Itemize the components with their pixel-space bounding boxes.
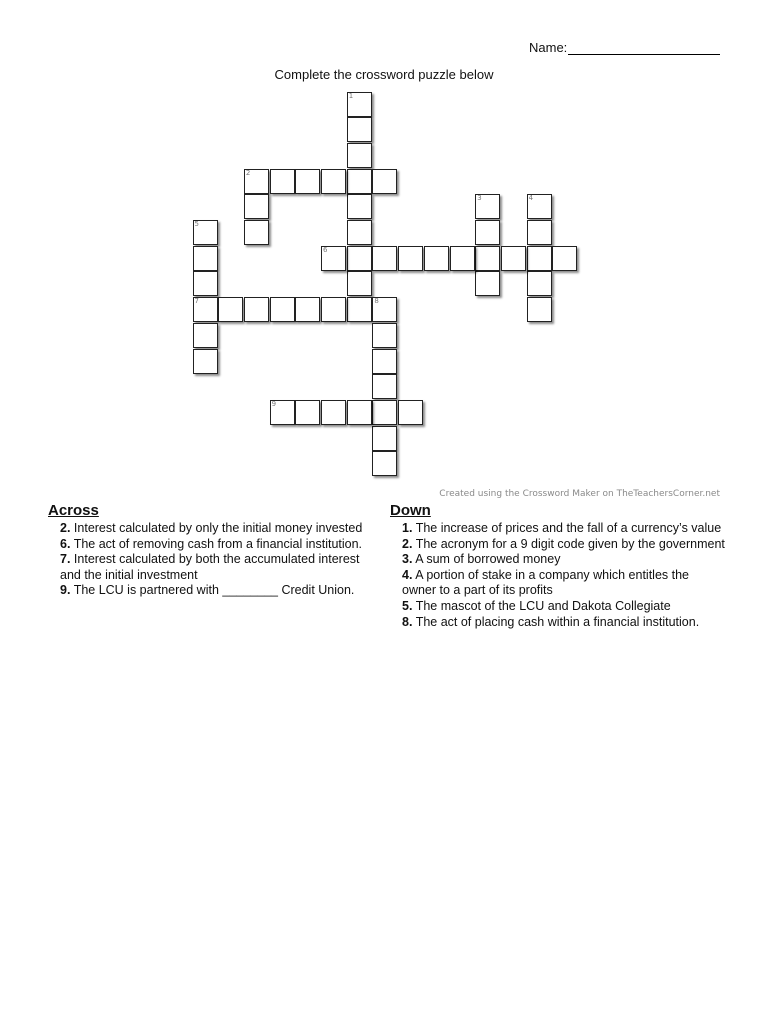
grid-cell[interactable] [244,169,269,194]
crossword-grid [0,0,768,500]
grid-cell[interactable] [244,297,269,322]
grid-cell[interactable] [270,400,295,425]
grid-cell[interactable] [398,400,423,425]
across-clues [48,502,383,599]
grid-cell[interactable] [193,349,218,374]
grid-cell[interactable] [527,246,552,271]
clue-down-8: 8. The act of placing cash within a financial institution. [402,614,700,629]
clue-across-2: 2. Interest calculated by only the initial money invested [60,521,363,535]
down-title: Down [390,502,431,519]
grid-cell[interactable] [372,297,397,322]
grid-cell[interactable] [372,451,397,476]
grid-cell[interactable] [295,400,320,425]
grid-cell[interactable] [244,220,269,245]
grid-cell[interactable] [321,400,346,425]
grid-cell[interactable] [321,169,346,194]
grid-cell[interactable] [295,169,320,194]
grid-cell[interactable] [501,246,526,271]
clue-across-7: 7. Interest calculated by both the accumulated interest and the initial investment [60,552,360,582]
grid-cell[interactable] [347,92,372,117]
grid-cell[interactable] [321,297,346,322]
grid-cell[interactable] [295,297,320,322]
grid-cell[interactable] [347,194,372,219]
clue-down-4: 4. A portion of stake in a company which entitles the owner to a part of its profits [402,567,690,598]
grid-cell[interactable] [218,297,243,322]
grid-cell[interactable] [372,169,397,194]
grid-cell[interactable] [270,297,295,322]
grid-cell[interactable] [193,297,218,322]
clue-down-2: 2. The acronym for a 9 digit code given by the government [402,536,725,551]
grid-cell[interactable] [347,220,372,245]
credit-text: Created using the Crossword Maker on TheTeachersCorner.net [439,489,720,499]
grid-cell[interactable] [450,246,475,271]
cell-number: 6 [323,245,328,254]
grid-cell[interactable] [475,220,500,245]
grid-cell[interactable] [372,323,397,348]
grid-cell[interactable] [321,246,346,271]
grid-cell[interactable] [347,143,372,168]
grid-cell[interactable] [347,246,372,271]
cell-number: 8 [374,297,379,306]
grid-cell[interactable] [347,271,372,296]
grid-cell[interactable] [372,374,397,399]
clue-down-3: 3. A sum of borrowed money [402,552,561,567]
down-clues [390,502,725,630]
grid-cell[interactable] [347,117,372,142]
grid-cell[interactable] [527,220,552,245]
grid-cell[interactable] [270,169,295,194]
grid-cell[interactable] [372,246,397,271]
cell-number: 5 [194,220,199,228]
grid-cell[interactable] [475,271,500,296]
cell-number: 1 [348,91,354,100]
grid-cell[interactable] [372,400,397,425]
grid-cell[interactable] [475,246,500,271]
grid-cell[interactable] [193,323,218,348]
grid-cell[interactable] [193,246,218,271]
clue-down-1: 1. The increase of prices and the fall of a currency’s value [402,521,722,535]
grid-cell[interactable] [372,349,397,374]
grid-cell[interactable] [527,194,552,219]
instructions: Complete the crossword puzzle below [274,67,494,82]
cell-number: 4 [528,194,534,203]
cell-number: 9 [271,399,277,408]
grid-cell[interactable] [527,271,552,296]
cell-number: 2 [245,168,251,177]
clue-across-6: 6. The act of removing cash from a financial institution. [60,536,363,551]
grid-cell[interactable] [347,400,372,425]
across-title: Across [48,502,99,519]
grid-cell[interactable] [552,246,577,271]
clue-across-9: 9. The LCU is partnered with ________ Credit Union. [60,583,355,598]
grid-cell[interactable] [244,194,269,219]
grid-cell[interactable] [475,194,500,219]
grid-cell[interactable] [193,271,218,296]
cell-number: 3 [477,194,482,203]
name-label: Name: [529,40,568,55]
cell-number: 7 [194,297,199,306]
grid-cell[interactable] [347,297,372,322]
grid-cell[interactable] [347,169,372,194]
grid-cell[interactable] [527,297,552,322]
grid-cell[interactable] [193,220,218,245]
clue-down-5: 5. The mascot of the LCU and Dakota Collegiate [402,598,671,613]
grid-cell[interactable] [424,246,449,271]
grid-cell[interactable] [398,246,423,271]
grid-cell[interactable] [372,426,397,451]
